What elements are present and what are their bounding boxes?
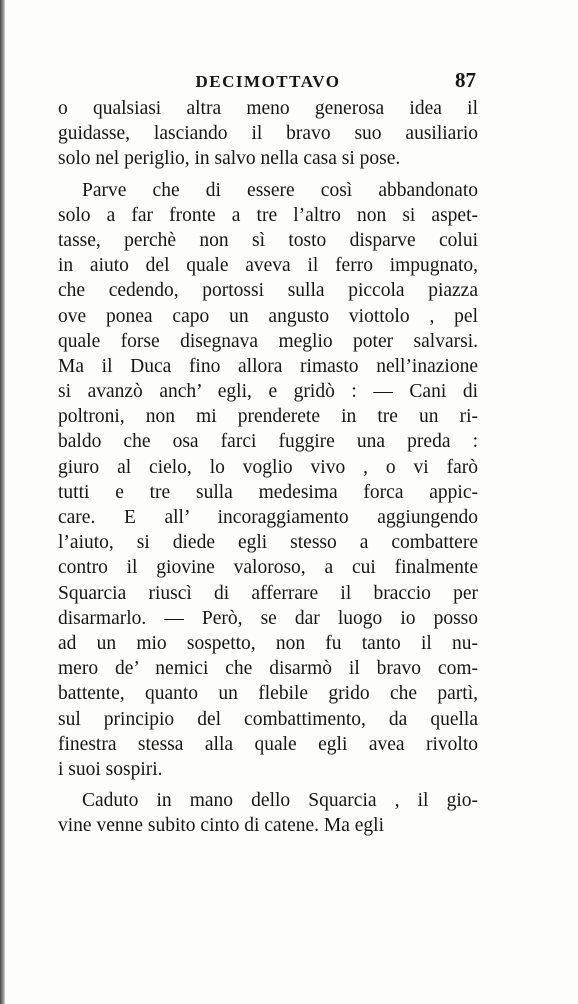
page-number: 87 (455, 68, 476, 92)
paragraph (58, 178, 478, 783)
text-line: sul principio del combattimento, da quella (58, 708, 478, 730)
paragraph (58, 96, 478, 172)
text-line: disarmarlo. — Però, se dar luogo io posso (58, 607, 478, 629)
text-line: Squarcia riuscì di afferrare il braccio per (58, 582, 478, 604)
text-line: in aiuto del quale aveva il ferro impugnato, (58, 255, 478, 277)
paragraph (58, 788, 478, 838)
text-line: guidasse, lasciando il bravo suo ausiliario (58, 123, 478, 145)
text-line: poltroni, non mi prenderete in tre un ri- (58, 406, 478, 428)
chapter-running-title: DECIMOTTAVO (195, 72, 341, 91)
text-line: o qualsiasi altra meno generosa idea il (58, 98, 478, 119)
book-page (58, 68, 478, 838)
text-line: contro il giovine valoroso, a cui finalmente (58, 557, 478, 579)
text-line: solo nel periglio, in salvo nella casa si pose. (58, 148, 401, 170)
text-line: vine venne subito cinto di catene. Ma egli (58, 815, 384, 837)
running-head (58, 68, 478, 98)
text-line: i suoi sospiri. (58, 758, 163, 780)
body-text (58, 96, 478, 838)
text-line: ad un mio sospetto, non fu tanto il nu- (58, 632, 478, 654)
text-line: battente, quanto un flebile grido che partì, (58, 683, 478, 705)
text-line: ove ponea capo un angusto viottolo , pel (58, 305, 478, 327)
text-line: Ma il Duca fino allora rimasto nell’inazione (58, 355, 478, 377)
text-line: Parve che di essere così abbandonato (82, 179, 478, 201)
text-line: l’aiuto, si diede egli stesso a combattere (58, 532, 478, 554)
text-line: baldo che osa farci fuggire una preda : (58, 431, 478, 453)
text-line: che cedendo, portossi sulla piccola piazza (58, 280, 478, 302)
text-line: quale forse disegnava meglio poter salvarsi. (58, 330, 478, 352)
text-line: finestra stessa alla quale egli avea rivolto (58, 733, 478, 755)
text-line: care. E all’ incoraggiamento aggiungendo (58, 507, 478, 528)
text-line: tasse, perchè non sì tosto disparve colui (58, 229, 478, 251)
text-line: solo a far fronte a tre l’altro non si aspet- (58, 204, 478, 226)
text-line: giuro al cielo, lo voglio vivo , o vi farò (58, 456, 478, 478)
text-line: mero de’ nemici che disarmò il bravo com- (58, 658, 478, 680)
text-line: si avanzò anch’ egli, e gridò : — Cani di (58, 381, 478, 403)
text-line: Caduto in mano dello Squarcia , il gio- (82, 790, 478, 812)
text-line: tutti e tre sulla medesima forca appic- (58, 481, 478, 503)
page-binding-edge (0, 0, 5, 1004)
